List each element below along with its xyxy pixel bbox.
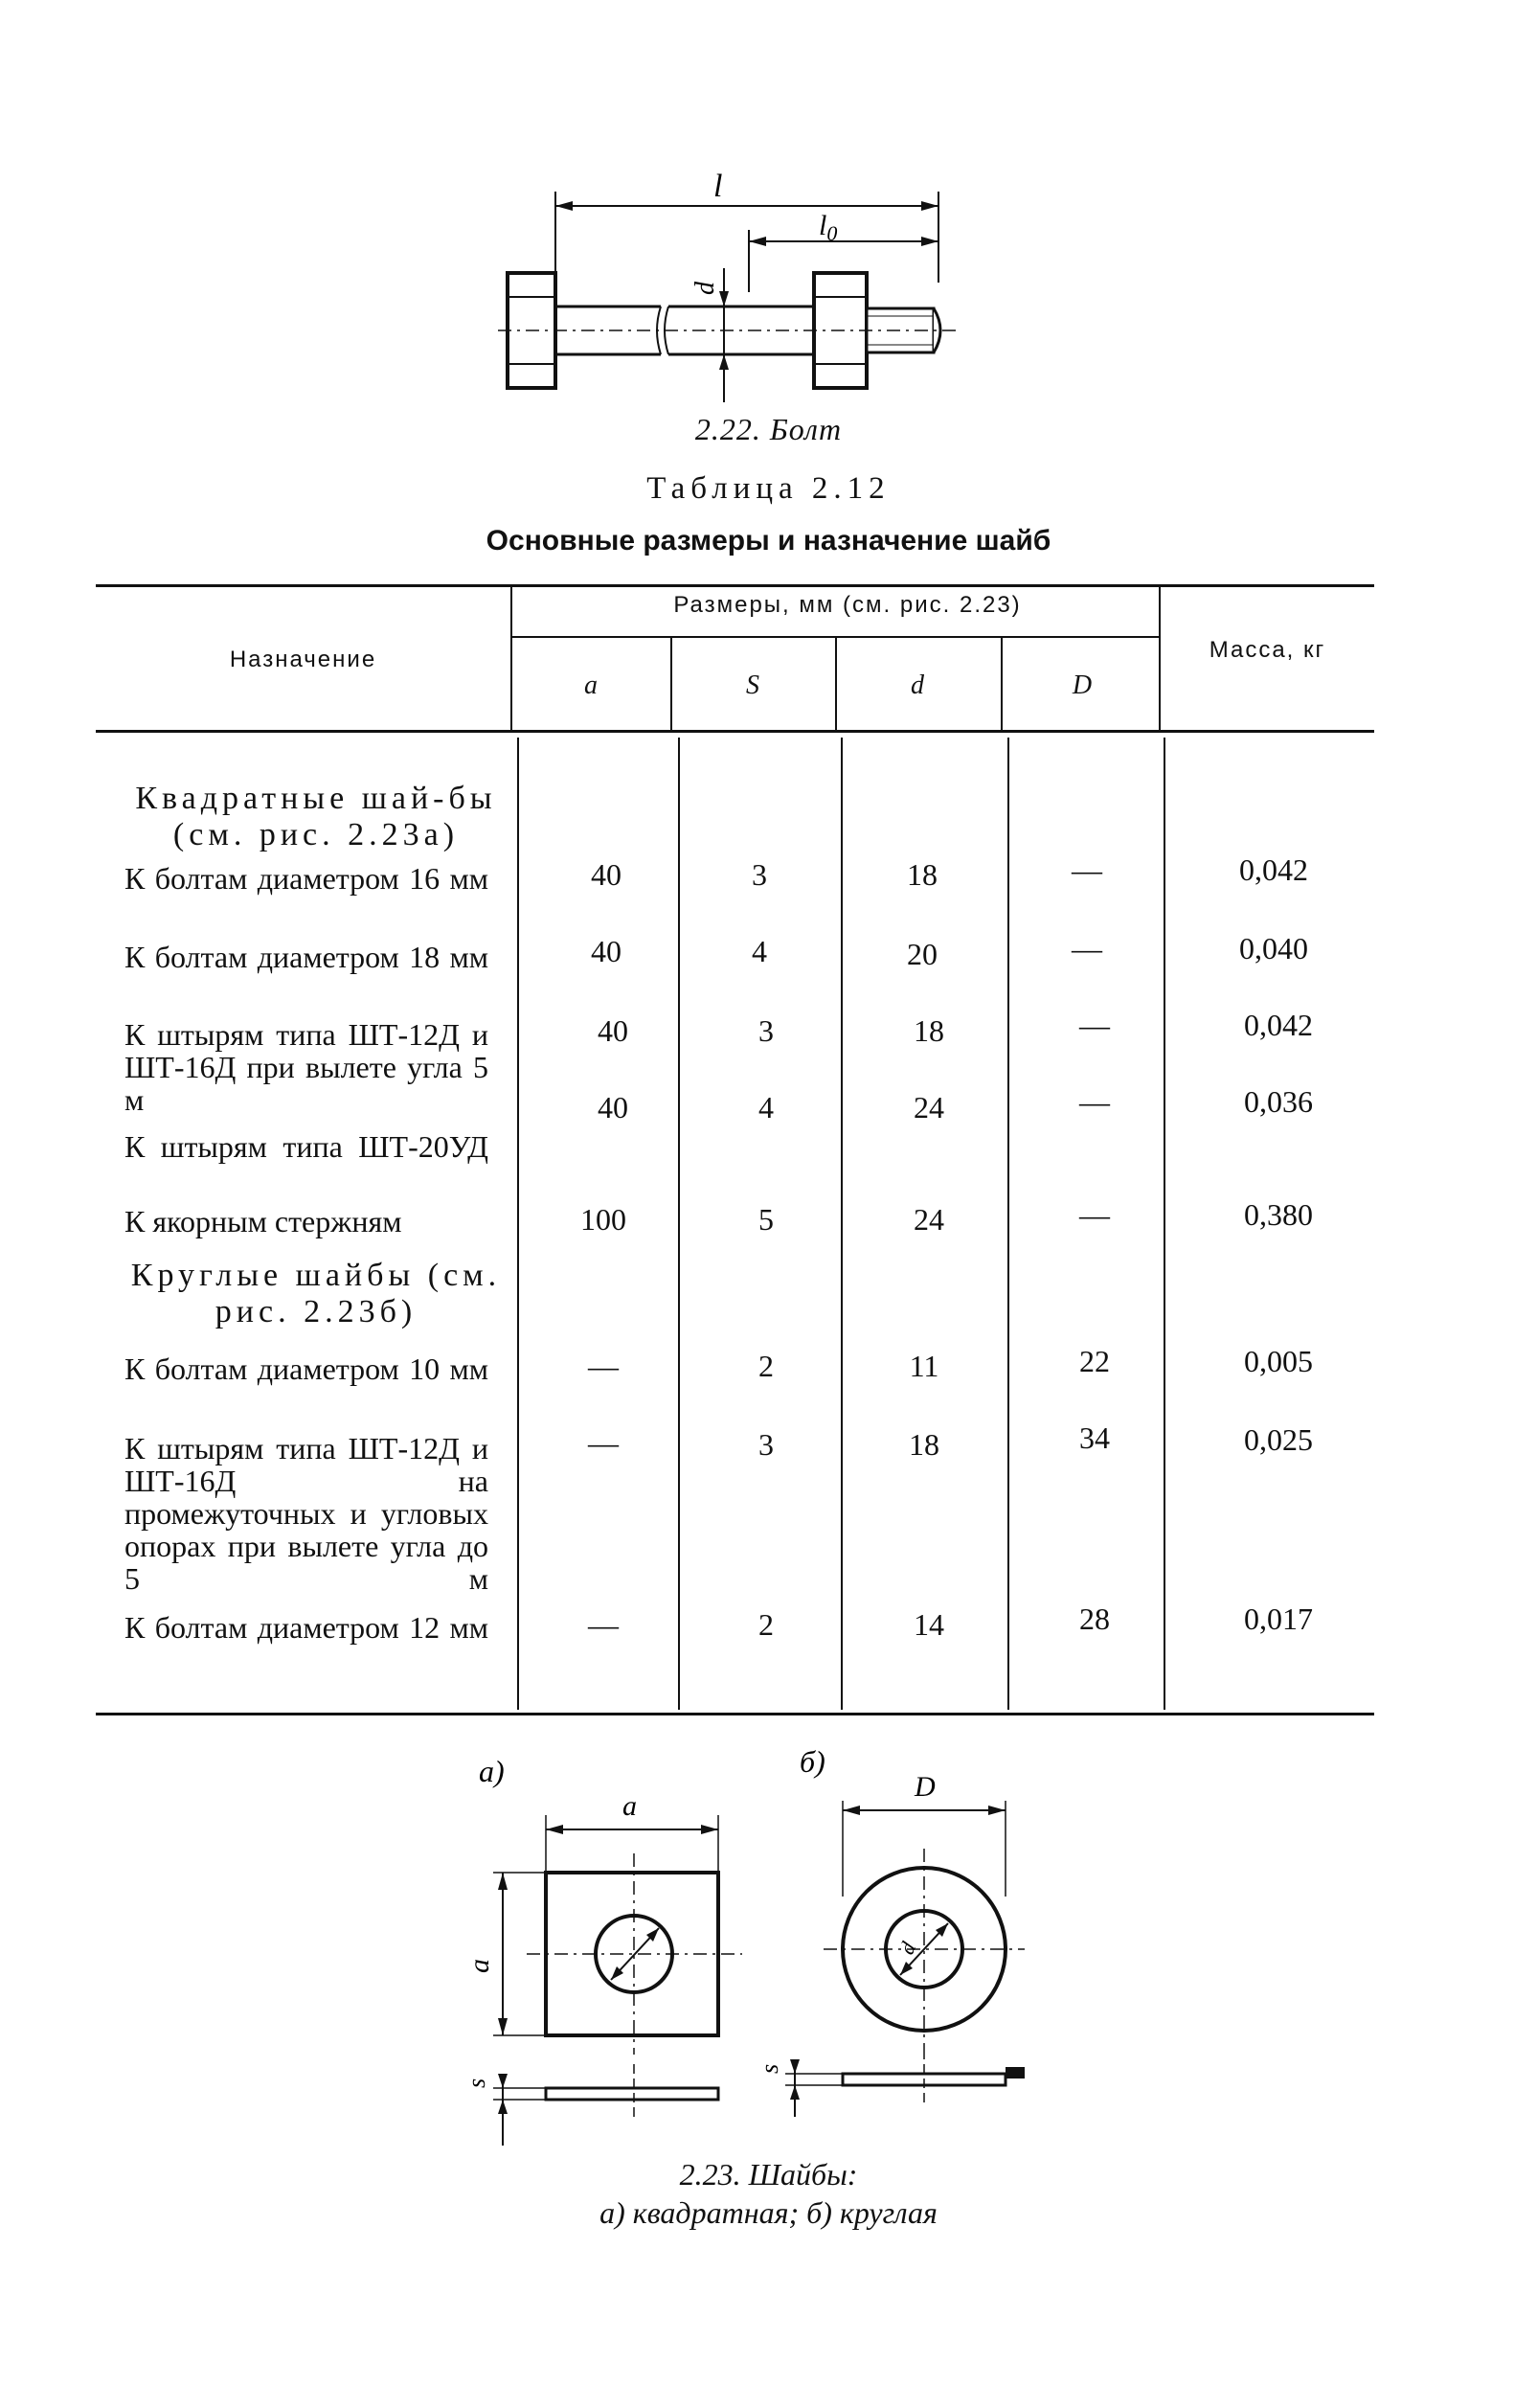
cell-a: 100 — [580, 1202, 626, 1237]
washers-figure — [450, 1743, 1044, 2146]
cell-s: 2 — [758, 1349, 774, 1383]
round-washer — [756, 1771, 1025, 2117]
cell-s: 5 — [758, 1202, 774, 1237]
row-purpose: К якорным стержням — [124, 1204, 402, 1238]
figure-222-caption: 2.22. Болт — [694, 412, 843, 446]
cell-D: — — [1072, 852, 1102, 887]
cell-s: 2 — [758, 1607, 774, 1642]
cell-D: — — [1072, 931, 1102, 965]
row-purpose: К болтам диаметром 16 мм — [124, 861, 488, 896]
section-round-washers: Круглые шайбы (см. рис. 2.23б) — [130, 1258, 502, 1329]
cell-D: — — [1079, 1197, 1110, 1232]
dim-d-round: d — [893, 1938, 921, 1959]
row-purpose: К штырям типа ШТ-12Д и ШТ-16Д при вылете угла 5 м — [124, 1017, 488, 1117]
cell-d: 18 — [914, 1013, 944, 1048]
cell-D: 22 — [1079, 1344, 1110, 1378]
table-header-rule — [96, 730, 1374, 733]
dim-a-top: a — [622, 1790, 637, 1822]
cell-a: 40 — [591, 857, 622, 892]
svg-text:l0: $l_0$ — [819, 210, 838, 245]
cell-D: — — [1079, 1008, 1110, 1042]
cell-a: 40 — [591, 934, 622, 968]
header-mass: Масса, кг — [1209, 637, 1326, 663]
cell-mass: 0,025 — [1244, 1422, 1313, 1457]
cell-s: 4 — [752, 934, 767, 968]
label-round: б) — [800, 1744, 825, 1779]
dim-s-round: s — [756, 2063, 783, 2074]
cell-d: 18 — [907, 857, 938, 892]
dim-D: D — [915, 1771, 936, 1803]
header-s: S — [746, 670, 759, 700]
header-purpose: Назначение — [229, 647, 377, 672]
figure-223-caption-line2: а) квадратная; б) круглая — [599, 2195, 938, 2230]
figure-223-caption — [0, 2155, 1537, 2232]
dim-a-side: a — [463, 1959, 495, 1973]
figure-223-caption-line1: 2.23. Шайбы: — [679, 2157, 858, 2192]
cell-a: 40 — [598, 1090, 628, 1124]
cell-d: 18 — [909, 1427, 939, 1462]
cell-d: 11 — [909, 1349, 939, 1383]
label-square: а) — [479, 1754, 505, 1788]
table-label: Таблица 2.12 — [646, 471, 891, 506]
cell-s: 3 — [752, 857, 767, 892]
bolt-figure — [498, 172, 996, 421]
cell-mass: 0,017 — [1244, 1602, 1313, 1636]
cell-a: 40 — [598, 1013, 628, 1048]
header-a: a — [584, 670, 598, 700]
cell-s: 3 — [758, 1013, 774, 1048]
cell-mass: 0,042 — [1239, 852, 1308, 887]
table-top-rule — [96, 584, 1374, 587]
cell-d: 24 — [914, 1202, 944, 1237]
cell-s: 4 — [758, 1090, 774, 1124]
cell-mass: 0,040 — [1239, 931, 1308, 965]
cell-D: — — [1079, 1084, 1110, 1119]
header-D: D — [1072, 670, 1093, 700]
row-purpose: К штырям типа ШТ-12Д и ШТ-16Д на промежуточных и угловых опорах при вылете угла до 5 м — [124, 1431, 488, 1596]
cell-mass: 0,036 — [1244, 1084, 1313, 1119]
cell-a: — — [588, 1425, 619, 1460]
square-washer — [463, 1790, 742, 2146]
cell-d: 14 — [914, 1607, 944, 1642]
cell-mass: 0,042 — [1244, 1008, 1313, 1042]
cell-s: 3 — [758, 1427, 774, 1462]
dim-d-label: d — [690, 282, 720, 295]
cell-a: — — [588, 1607, 619, 1642]
header-sizes: Размеры, мм (см. рис. 2.23) — [673, 592, 1022, 618]
row-purpose: К болтам диаметром 12 мм — [124, 1610, 488, 1645]
cell-mass: 0,005 — [1244, 1344, 1313, 1378]
row-purpose: К болтам диаметром 10 мм — [124, 1352, 488, 1386]
dim-l-label: l — [713, 172, 723, 204]
cell-d: 24 — [914, 1090, 944, 1124]
dim-s-square: s — [463, 2078, 490, 2088]
row-purpose: К штырям типа ШТ-20УД — [124, 1129, 488, 1164]
row-purpose: К болтам диаметром 18 мм — [124, 940, 488, 974]
cell-D: 28 — [1079, 1602, 1110, 1636]
table-title: Основные размеры и назначение шайб — [486, 525, 1051, 557]
cell-mass: 0,380 — [1244, 1197, 1313, 1232]
cell-a: — — [588, 1349, 619, 1383]
header-d: d — [911, 670, 924, 700]
section-square-washers: Квадратные шай-бы (см. рис. 2.23а) — [135, 781, 497, 852]
cell-d: 20 — [907, 937, 938, 971]
cell-D: 34 — [1079, 1420, 1110, 1455]
table-bottom-rule — [96, 1713, 1374, 1715]
